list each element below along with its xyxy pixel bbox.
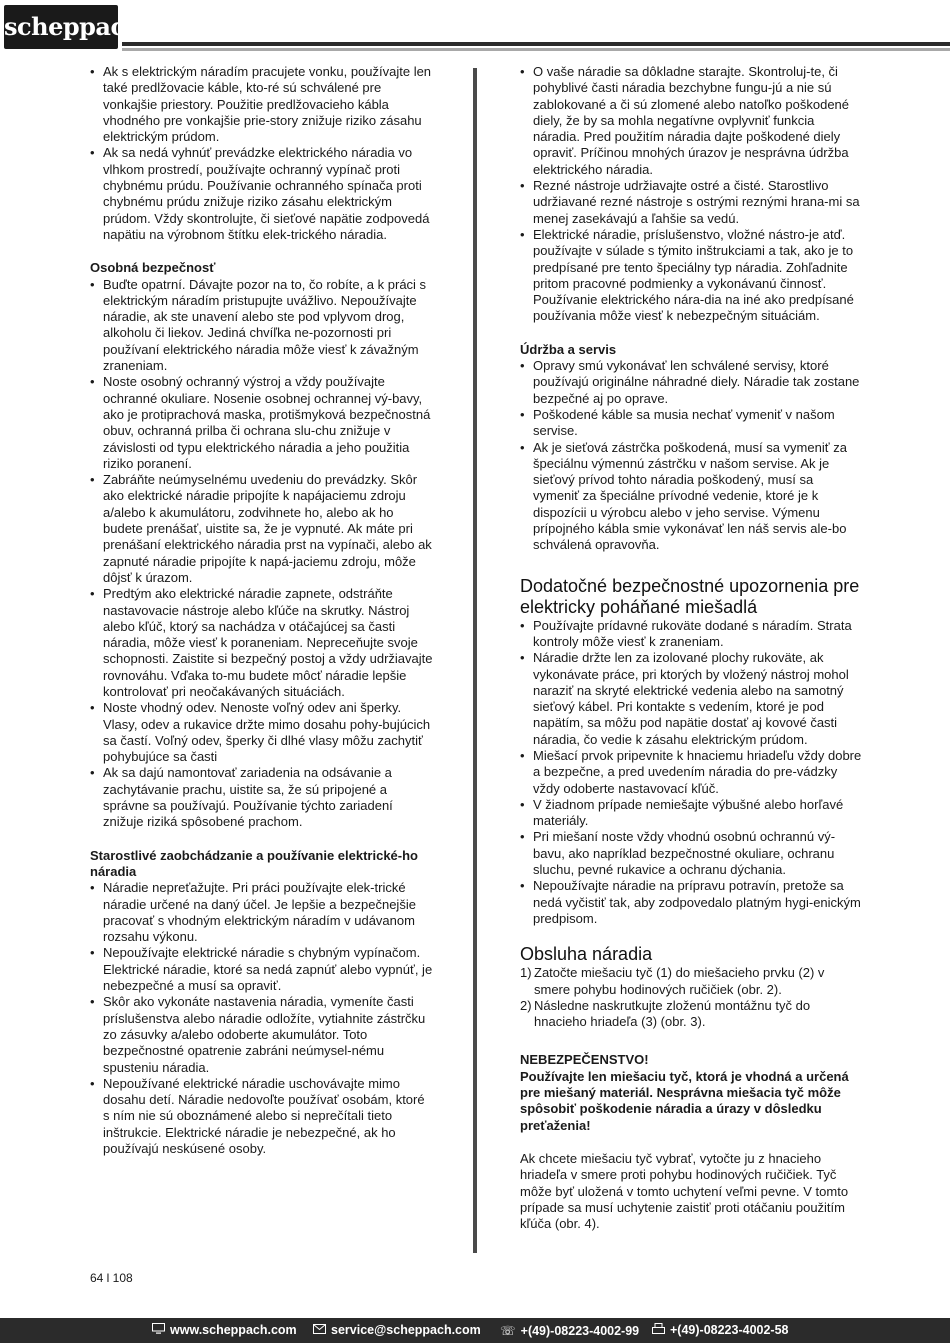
list-item: • O vaše náradie sa dôkladne starajte. Skontroluj-te, či pohyblivé časti náradia bezchybne fungu-jú a nie sú zablokované a či sú zlomené alebo natoľko poškodené diely, že by sa mohla negatívne ovplyvniť funkcia náradia. Pred použitím náradia dajte poškodené diely opraviť. Príčinou mnohých úrazov je nesprávna údržba elektrického náradia. [520,64,862,178]
list-item: • Opravy smú vykonávať len schválené servisy, ktoré používajú originálne náhradné diely. Náradie tak zostane bezpečné aj po oprave. [520,358,862,407]
phone-icon: ☏ [500,1324,516,1338]
list-item: • Noste osobný ochranný výstroj a vždy používajte ochranné okuliare. Nosenie osobnej ochrannej vý-bavy, ako je protiprachová maska, protišmyková bezpečnostná obuv, ochranná prilba či ochrana slu-chu znižuje v závislosti od typu elektrického náradia a jeho použitia riziko poranení. [90,374,433,472]
footer-fax-text: +(49)-08223-4002-58 [670,1323,789,1337]
page-number: 64 l 108 [90,1271,133,1285]
list-item: • Noste vhodný odev. Nenoste voľný odev ani šperky. Vlasy, odev a rukavice držte mimo dosahu pohy-bujúcich sa častí. Voľný odev, šperky či dlhé vlasy môžu zachytiť pohybujúce sa časti [90,700,433,765]
list-item: • Zabráňte neúmyselnému uvedeniu do prevádzky. Skôr ako elektrické náradie pripojíte k napájaciemu zdroju a/alebo k akumulátoru, zodvihnete ho, alebo ak ho budete prenášať, uistite sa, že je vypnuté. Ak máte pri prenášaní elektrického náradia prst na vypínači, alebo ak zapnuté náradie pripojíte k napá-jaciemu zdroju, môže dôjsť k úrazom. [90,472,433,586]
personal-safety-list [90,277,433,831]
section-heading-maintenance: Údržba a servis [520,341,617,357]
list-item: • Miešací prvok pripevnite k hnaciemu hriadeľu vždy dobre a bezpečne, a pred uvedením náradia do pre-vádzky vždy odoberte nastavovací kľúč. [520,748,862,797]
list-item: • Predtým ako elektrické náradie zapnete, odstráňte nastavovacie nástroje alebo kľúče na skrutky. Nástroj alebo kľúč, ktorý sa nachádza v otáčajúcej sa časti náradia, môže viesť k poraneniam. Nepreceňujte svoje schopnosti. Zaistite si bezpečný postoj a vždy udržiavajte rovnováhu. Vďaka to-mu budete môcť náradie lepšie kontrolovať pri neočakávaných situáciách. [90,586,433,700]
footer-bar [0,1318,950,1343]
header-rule-dark [122,42,950,46]
column-divider [473,68,477,1253]
additional-safety-list [520,618,862,928]
list-item [520,965,862,998]
section-heading-personal-safety: Osobná bezpečnosť [90,260,216,276]
brand-logo: scheppach [4,5,118,49]
footer-web[interactable] [152,1323,297,1337]
list-item: • Ak sa dajú namontovať zariadenia na odsávanie a zachytávanie prachu, uistite sa, že sú pripojené a správne sa používajú. Používanie týchto zariadení znižuje riziká spôsobené prachom. [90,765,433,830]
list-item [520,998,862,1031]
list-item: • Ak s elektrickým náradím pracujete vonku, používajte len také predlžovacie káble, kto-ré sú schválené pre vonkajšie priestory. Použitie predlžovacieho kábla vhodného pre vonkajšie prie-story znižuje riziko zásahu elektrickým prúdom. [90,64,433,145]
section-heading-operation: Obsluha náradia [520,944,653,965]
list-item: • V žiadnom prípade nemiešajte výbušné alebo horľavé materiály. [520,797,862,830]
list-item: • Poškodené káble sa musia nechať vymeniť v našom servise. [520,407,862,440]
fax-icon [652,1323,665,1337]
footer-phone[interactable] [500,1323,639,1338]
list-item: • Rezné nástroje udržiavajte ostré a čisté. Starostlivo udržiavané rezné nástroje s ostrými reznými hrana-mi sa menej zasekávajú a ľahšie sa vedú. [520,178,862,227]
header-rule-light [122,48,950,51]
maintenance-list [520,358,862,554]
danger-text: Používajte len miešaciu tyč, ktorá je vhodná a určená pre miešaný materiál. Nesprávna miešacia tyč môže spôsobiť poškodenie náradia a úrazy v dôsledku preťaženia! [520,1068,849,1133]
monitor-icon [152,1323,165,1337]
footer-phone-text: +(49)-08223-4002-99 [520,1324,640,1338]
list-item: • Elektrické náradie, príslušenstvo, vložné nástro-je atď. používajte v súlade s týmito inštrukciami a tak, ako je to predpísané pre tento špeciálny typ náradia. Zohľadnite pritom pracovné podmienky a vykonávanú činnosť. Používanie elektrického nára-dia na iné ako predpísané používania môže viesť k nebezpečným situáciám. [520,227,862,325]
footer-web-text: www.scheppach.com [170,1323,297,1337]
right-column [520,64,862,1232]
footer-fax[interactable] [652,1323,789,1337]
step-text: Zatočte miešaciu tyč (1) do miešacieho prvku (2) v smere pohybu hodinových ručičiek (obr. 2). [534,965,825,997]
step-number: 1) [520,965,532,981]
closing-paragraph: Ak chcete miešaciu tyč vybrať, vytočte ju z hnacieho hriadeľa v smere proti pohybu hodinových ručičiek. Tyč môže byť uložená v tomto uchytení veľmi pevne. V tomto prípade sa musí uchytenie zaistiť proti otáčaniu použitím kľúča (obr. 4). [520,1150,849,1232]
footer-email[interactable] [313,1323,481,1337]
step-number: 2) [520,997,532,1013]
intro-bullet-list [90,64,433,243]
list-item: • Pri miešaní noste vždy vhodnú osobnú ochrannú vý-bavu, ako napríklad bezpečnostné okuliare, ochranu sluchu, pevné rukavice a ochranu dýchania. [520,829,862,878]
header-bar [0,0,950,58]
care-bullet-list [520,64,862,325]
section-heading-careful-handling: Starostlivé zaobchádzanie a používanie elektrické-ho náradia [90,847,418,879]
operation-steps [520,965,862,1030]
list-item: • Náradie nepreťažujte. Pri práci používajte elek-trické náradie určené na daný účel. Je lepšie a bezpečnejšie pracovať s vhodným elektrickým náradím v udávanom rozsahu výkonu. [90,880,433,945]
envelope-icon [313,1323,326,1337]
careful-handling-list [90,880,433,1157]
list-item: • Používajte prídavné rukoväte dodané s náradím. Strata kontroly môže viesť k zraneniam. [520,618,862,651]
section-heading-additional-safety: Dodatočné bezpečnostné upozornenia pre elektricky poháňané miešadlá [520,575,860,617]
list-item: • Skôr ako vykonáte nastavenia náradia, vymeníte časti príslušenstva alebo náradie odložíte, vytiahnite zástrčku zo zásuvky a/alebo odoberte akumulátor. Toto bezpečnostné opatrenie zabráni neúmysel-nému spusteniu náradia. [90,994,433,1075]
list-item: • Ak sa nedá vyhnúť prevádzke elektrického náradia vo vlhkom prostredí, používajte ochranný vypínač proti chybnému prúdu. Používanie ochranného spínača proti chybnému prúdu znižuje riziko zásahu elektrickým prúdom. Vždy skontrolujte, či sieťové napätie zodpovedá napätiu na výrobnom štítku elek-trického náradia. [90,145,433,243]
list-item: • Ak je sieťová zástrčka poškodená, musí sa vymeniť za špeciálnu výmennú zástrčku v našom servise. Ak je sieťový prívod tohto náradia poškodený, musí sa vymeniť za špeciálne prívodné vedenie, ktoré je k dispozícii u výrobcu alebo v jeho servise. Výmenu prípojného kábla smie vykonávať len náš servis ale-bo schválená opravovňa. [520,440,862,554]
footer-email-text: service@scheppach.com [331,1323,481,1337]
step-text: Následne naskrutkujte zloženú montážnu tyč do hnacieho hriadeľa (3) (obr. 3). [534,997,811,1030]
list-item: • Nepoužívajte elektrické náradie s chybným vypínačom. Elektrické náradie, ktoré sa nedá zapnúť alebo vypnúť, je nebezpečné a musí sa opraviť. [90,945,433,994]
list-item: • Nepoužívajte náradie na prípravu potravín, pretože sa nedá vyčistiť tak, aby zodpovedalo platným hygi-enickým predpisom. [520,878,862,927]
list-item: • Náradie držte len za izolované plochy rukoväte, ak vykonávate práce, pri ktorých by vložený nástroj mohol naraziť na skryté elektrické vedenia alebo na samotný sieťový kábel. Pri kontakte s vedením, ktoré je pod napätím, sa môžu pod napätie dostať aj kovové časti náradia, čo vedie k zásahu elektrickým prúdom. [520,650,862,748]
danger-title: NEBEZPEČENSTVO! [520,1052,649,1068]
list-item: • Buďte opatrní. Dávajte pozor na to, čo robíte, a k práci s elektrickým náradím pristupujte uvážlivo. Nepoužívajte náradie, ak ste unavení alebo ste pod vplyvom drog, alkoholu či liekov. Jediná chvíľka ne-pozornosti pri používaní elektrického náradia môže viesť k závažným zraneniam. [90,277,433,375]
list-item: • Nepoužívané elektrické náradie uschovávajte mimo dosahu detí. Náradie nedovoľte používať osobám, ktoré s ním nie sú oboznámené alebo si neprečítali tieto inštrukcie. Elektrické náradie je nebezpečné, ak ho používajú neskúsené osoby. [90,1076,433,1157]
left-column [90,64,433,1157]
